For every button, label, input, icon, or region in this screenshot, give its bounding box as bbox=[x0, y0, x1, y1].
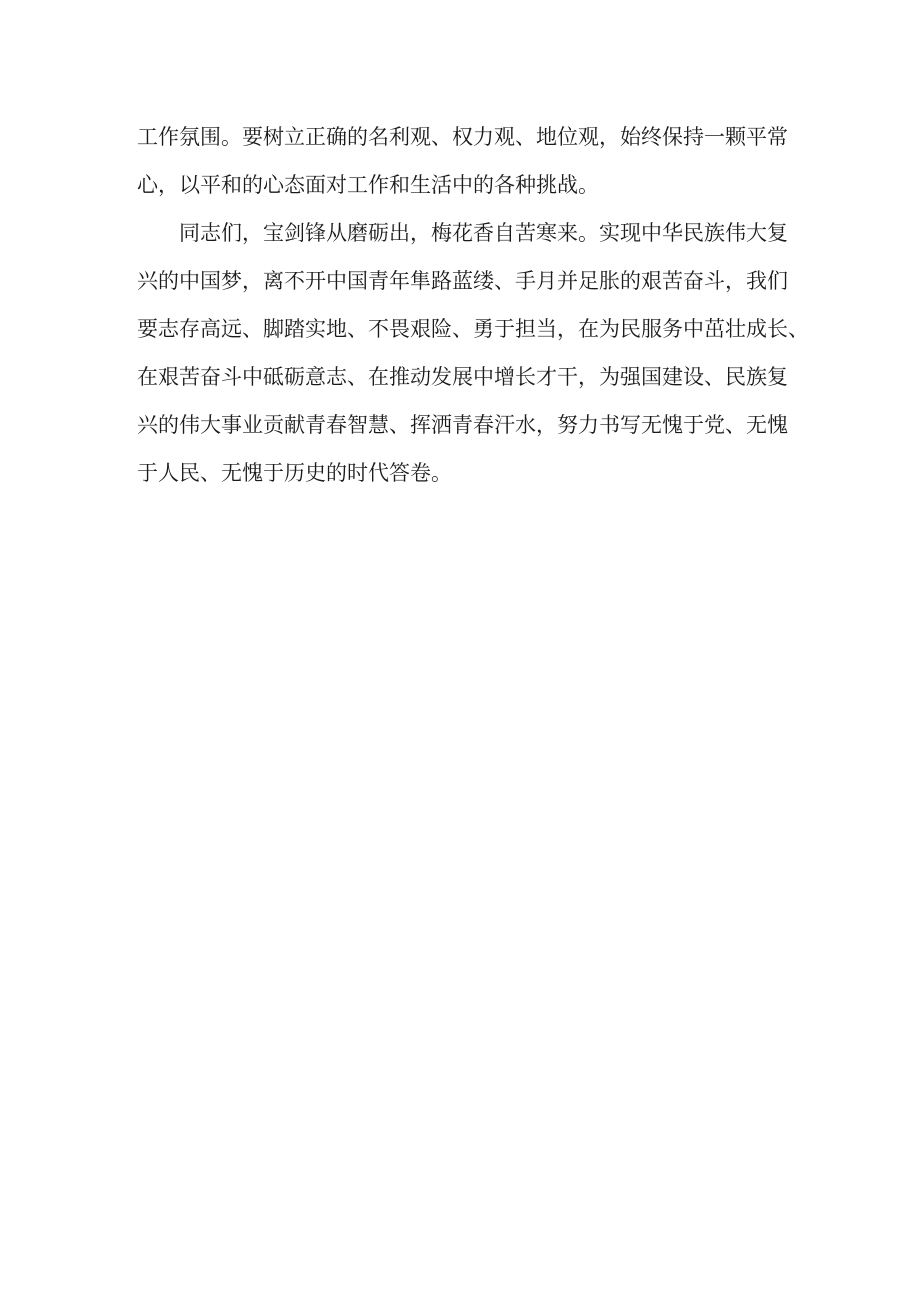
paragraph-1 bbox=[137, 113, 788, 209]
document-body bbox=[137, 113, 809, 497]
paragraph-2-line-4: 在艰苦奋斗中砥砺意志、在推动发展中增长才干，为强国建设、民族复 bbox=[137, 365, 788, 389]
paragraph-2-line-1: 同志们，宝剑锋从磨砺出，梅花香自苦寒来。实现中华民族伟大复 bbox=[179, 221, 788, 245]
paragraph-2-line-2: 兴的中国梦，离不开中国青年隼路蓝缕、手月并足胀的艰苦奋斗，我们 bbox=[137, 269, 788, 293]
paragraph-2-line-6: 于人民、无愧于历史的时代答卷。 bbox=[137, 461, 452, 485]
paragraph-1-line-1: 工作氛围。要树立正确的名利观、权力观、地位观，始终保持一颗平常 bbox=[137, 125, 788, 149]
paragraph-2-line-3: 要志存高远、脚踏实地、不畏艰险、勇于担当，在为民服务中茁壮成长、 bbox=[137, 317, 809, 341]
paragraph-1-line-2: 心，以平和的心态面对工作和生活中的各种挑战。 bbox=[137, 173, 599, 197]
paragraph-2-line-5: 兴的伟大事业贡献青春智慧、挥洒青春汗水，努力书写无愧于党、无愧 bbox=[137, 413, 788, 437]
paragraph-2 bbox=[137, 209, 809, 497]
